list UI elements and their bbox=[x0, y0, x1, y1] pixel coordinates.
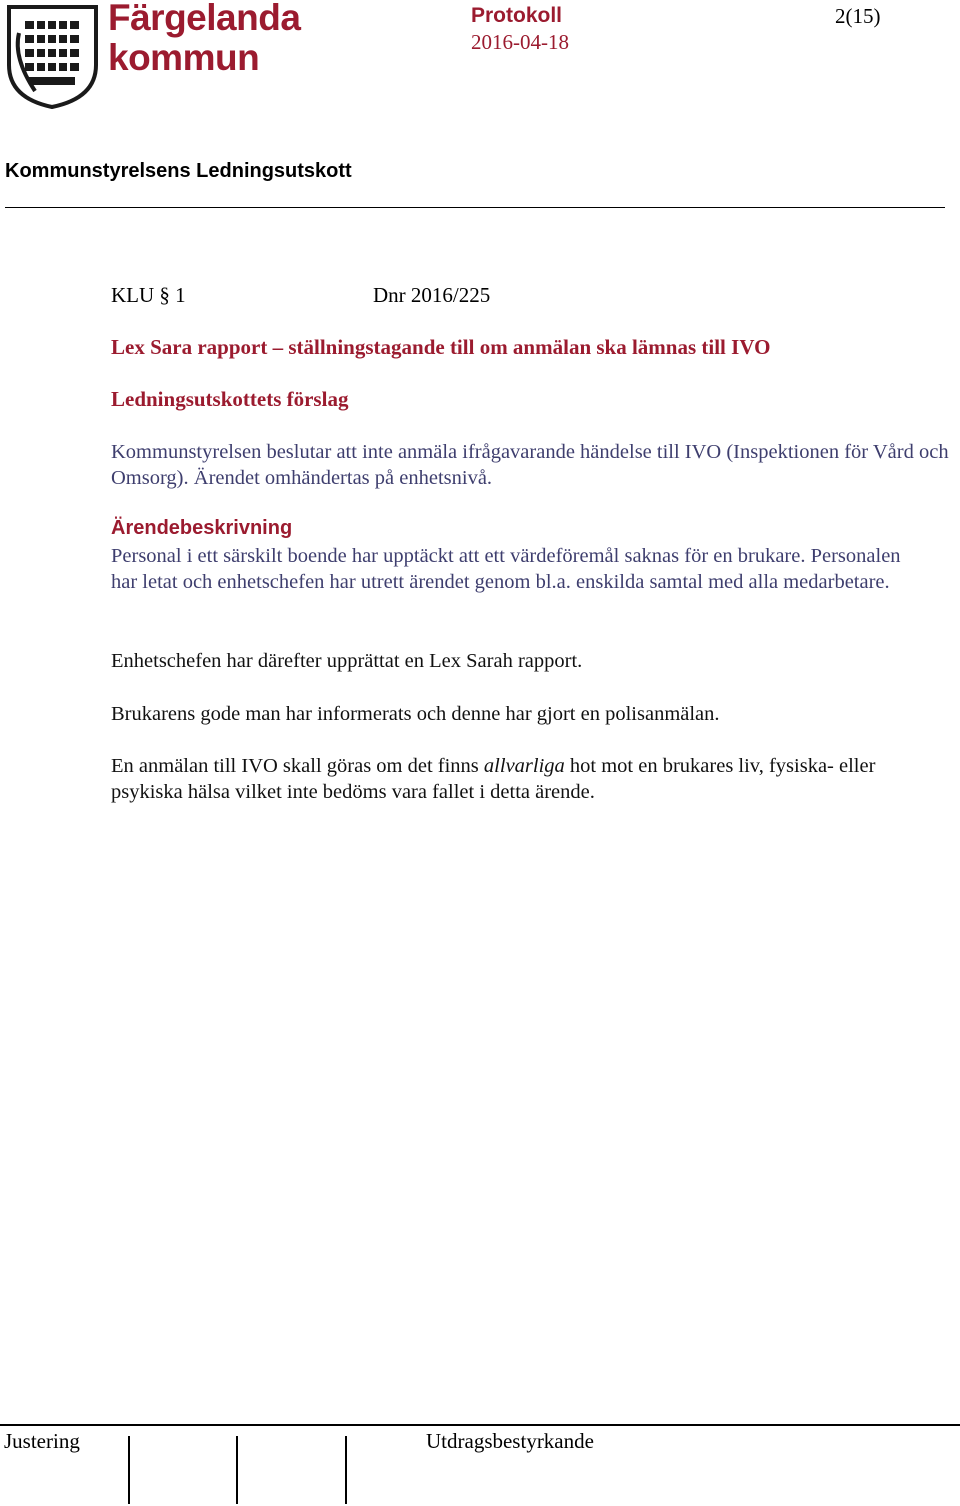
logo-line-2: kommun bbox=[108, 37, 260, 78]
proposal-text: Kommunstyrelsen beslutar att inte anmäla ifrågavarande händelse till IVO (Inspektionen för Vård och Omsorg). Ärendet omhändertas på enhetsnivå. bbox=[111, 441, 949, 489]
proposal-heading: Ledningsutskottets förslag bbox=[111, 387, 349, 411]
signature-box-divider bbox=[236, 1436, 238, 1504]
paragraph-ivo-part1: En anmälan till IVO skall göras om det finns bbox=[111, 755, 484, 777]
description-text: Personal i ett särskilt boende har upptäckt att ett värdeföremål saknas för en brukare. Personalen har letat och enhetschefen har utrett ärendet genom bl.a. enskilda samtal med alla medarbetare. bbox=[111, 545, 901, 593]
signature-box-divider bbox=[345, 1436, 347, 1504]
document-type: Protokoll bbox=[471, 4, 563, 27]
municipality-logo-text bbox=[108, 0, 300, 78]
description-heading: Ärendebeskrivning bbox=[111, 517, 293, 539]
paragraph-report: Enhetschefen har därefter upprättat en Lex Sarah rapport. bbox=[111, 650, 583, 672]
paragraph-ivo-criteria bbox=[111, 753, 931, 805]
paragraph-ivo-part2: hot mot en brukares liv, fysiska- eller psykiska hälsa vilket inte bedöms vara fallet i detta ärende. bbox=[111, 755, 876, 803]
municipal-shield-icon bbox=[5, 3, 100, 110]
committee-name: Kommunstyrelsens Ledningsutskott bbox=[5, 160, 352, 182]
page-number: 2(15) bbox=[835, 4, 881, 28]
footer-divider bbox=[0, 1424, 960, 1426]
logo-line-1: Färgelanda bbox=[108, 0, 301, 38]
paragraph-guardian: Brukarens gode man har informerats och denne har gjort en polisanmälan. bbox=[111, 703, 720, 725]
case-title: Lex Sara rapport – ställningstagande till om anmälan ska lämnas till IVO bbox=[111, 335, 771, 359]
paragraph-ivo-emphasis: allvarliga bbox=[483, 755, 565, 777]
utdragsbestyrkande-label: Utdragsbestyrkande bbox=[426, 1429, 594, 1453]
registration-number: Dnr 2016/225 bbox=[373, 283, 491, 307]
header-divider bbox=[5, 207, 945, 208]
signature-box-divider bbox=[128, 1436, 130, 1504]
document-date: 2016-04-18 bbox=[471, 30, 569, 54]
case-number: KLU § 1 bbox=[111, 283, 186, 307]
justering-label: Justering bbox=[4, 1429, 80, 1453]
